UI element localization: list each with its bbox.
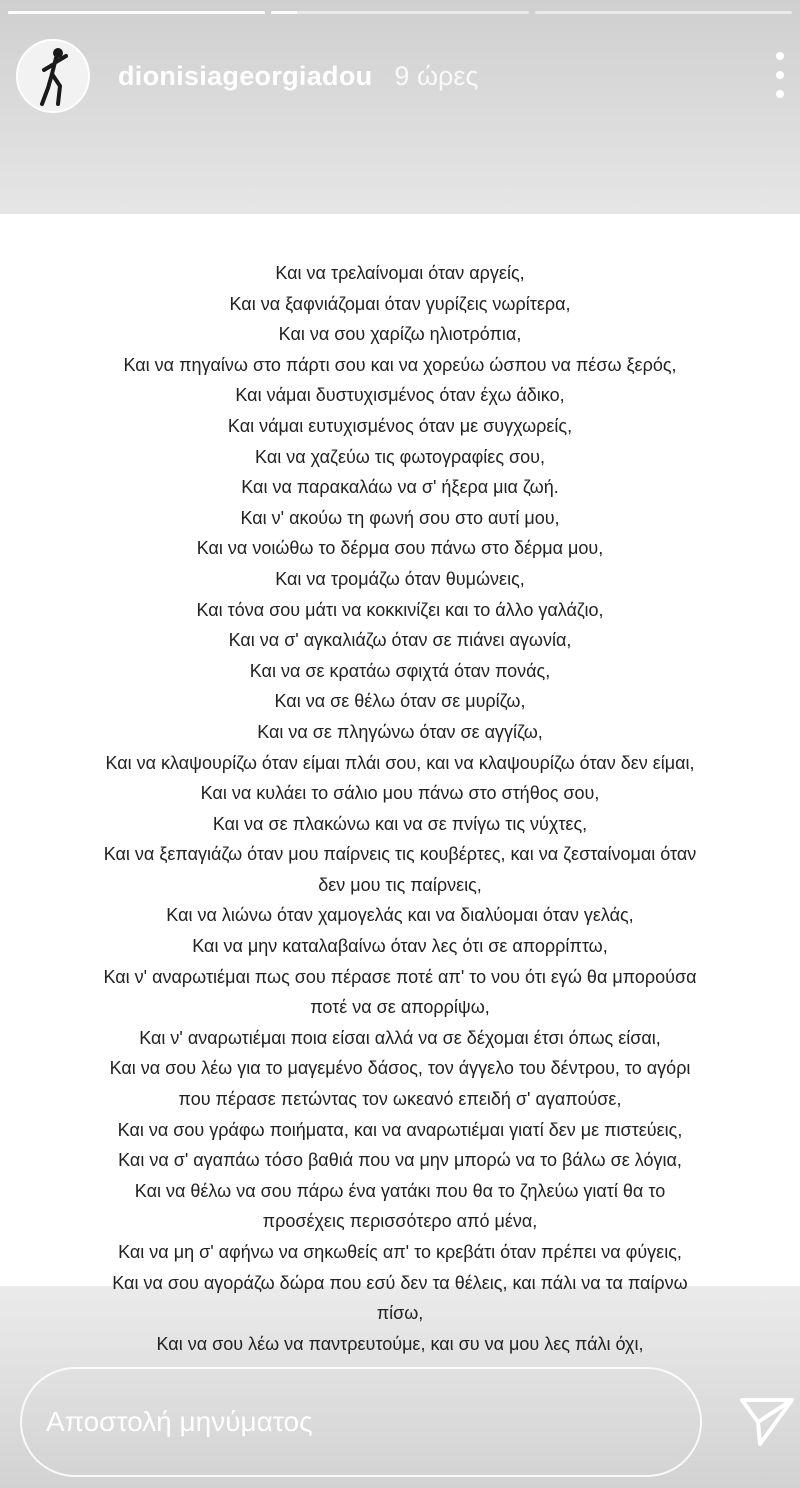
poem-line: Και να πηγαίνω στο πάρτι σου και να χορεύω ώσπου να πέσω ξερός,	[123, 354, 677, 375]
poem-line: Και νάμαι δυστυχισμένος όταν έχω άδικο,	[235, 385, 565, 406]
username[interactable]: dionisiageorgiadou	[118, 60, 373, 91]
poem-line: Και τόνα σου μάτι να κοκκινίζει και το άλλο γαλάζιο,	[196, 599, 604, 620]
poem-line: προσέχεις περισσότερο από μένα,	[262, 1211, 538, 1232]
poem-line: Και να τρελαίνομαι όταν αργείς,	[275, 263, 525, 283]
poem-line: Και να λιώνω όταν χαμογελάς και να διαλύομαι όταν γελάς,	[166, 905, 634, 926]
poem-line: Και νάμαι ευτυχισμένος όταν με συγχωρείς,	[227, 415, 573, 436]
poem-line: Και να παρακαλάω να σ' ήξερα μια ζωή.	[241, 477, 559, 498]
poem-line: Και να σου αγοράζω δώρα που εσύ δεν τα θέλεις, και πάλι να τα παίρνω	[112, 1272, 688, 1293]
poem-line: δεν μου τις παίρνεις,	[318, 874, 482, 895]
poem-line: Και να σε κρατάω σφιχτά όταν πονάς,	[249, 660, 551, 681]
poem-line: ποτέ να σε απορρίψω,	[310, 997, 490, 1018]
poem-line: Και να μη σ' αφήνω να σηκωθείς απ' το κρεβάτι όταν πρέπει να φύγεις,	[118, 1242, 682, 1262]
message-composer[interactable]	[20, 1367, 702, 1477]
timestamp: 9 ώρες	[394, 60, 479, 91]
poem-line: Και να χαζεύω τις φωτογραφίες σου,	[255, 446, 545, 467]
poem-line: Και να ξαφνιάζομαι όταν γυρίζεις νωρίτερα,	[229, 293, 571, 314]
poem-line: Και να νοιώθω το δέρμα σου πάνω στο δέρμα μου,	[196, 538, 604, 559]
avatar[interactable]	[16, 39, 90, 113]
poem-line: Και να κυλάει το σάλιο μου πάνω στο στήθος σου,	[200, 783, 600, 804]
poem-line: που πέρασε πετώντας τον ωκεανό επειδή σ' αγαπούσε,	[178, 1089, 622, 1110]
avatar-figure-icon	[28, 44, 78, 108]
poem-text	[60, 258, 740, 1359]
poem-line: Και να σου λέω για το μαγεμένο δάσος, τον άγγελο του δέντρου, το αγόρι	[109, 1058, 691, 1079]
poem-line: Και να σε πλακώνω και να σε πνίγω τις νύχτες,	[212, 813, 588, 834]
story-progress-bar	[8, 11, 792, 15]
poem-line: Και να σ' αγκαλιάζω όταν σε πιάνει αγωνία,	[228, 630, 572, 651]
poem-line: Και να θέλω να σου πάρω ένα γατάκι που θα το ζηλεύω γιατί θα το	[134, 1180, 666, 1201]
poem-line: Και να τρομάζω όταν θυμώνεις,	[275, 568, 525, 589]
poem-line: Και να σου χαρίζω ηλιοτρόπια,	[278, 324, 522, 345]
story-header	[16, 36, 800, 116]
poem-line: πίσω,	[376, 1303, 424, 1324]
poem-line: Και να κλαψουρίζω όταν είμαι πλάι σου, και να κλαψουρίζω όταν δεν είμαι,	[105, 752, 695, 773]
poem-line: Και να ξεπαγιάζω όταν μου παίρνεις τις κουβέρτες, και να ζεσταίνομαι όταν	[103, 844, 697, 865]
poem-line: Και να σε θέλω όταν σε μυρίζω,	[274, 691, 526, 712]
poem-line: Και ν' αναρωτιέμαι ποια είσαι αλλά να σε δέχομαι έτσι όπως είσαι,	[139, 1027, 661, 1048]
poem-line: Και να σ' αγαπάω τόσο βαθιά που να μην μπορώ να το βάλω σε λόγια,	[118, 1150, 682, 1171]
progress-segment	[535, 11, 792, 14]
message-input[interactable]	[44, 1405, 648, 1439]
progress-segment	[271, 11, 528, 14]
send-icon[interactable]	[738, 1396, 796, 1448]
story-note-image	[0, 214, 800, 1354]
progress-segment	[8, 11, 265, 14]
poem-line: Και να σου γράφω ποιήματα, και να αναρωτιέμαι γιατί δεν με πιστεύεις,	[117, 1119, 683, 1140]
poem-line: Και ν' αναρωτιέμαι πως σου πέρασε ποτέ απ' το νου ότι εγώ θα μπορούσα	[103, 966, 697, 987]
poem-line: Και να σε πληγώνω όταν σε αγγίζω,	[257, 721, 543, 742]
poem-line: Και να μην καταλαβαίνω όταν λες ότι σε απορρίπτω,	[192, 936, 608, 957]
poem-line: Και ν' ακούω τη φωνή σου στο αυτί μου,	[240, 507, 560, 528]
poem-line: Και να σου λέω να παντρευτούμε, και συ να μου λες πάλι όχι,	[156, 1333, 644, 1354]
more-vertical-icon[interactable]	[774, 52, 786, 98]
